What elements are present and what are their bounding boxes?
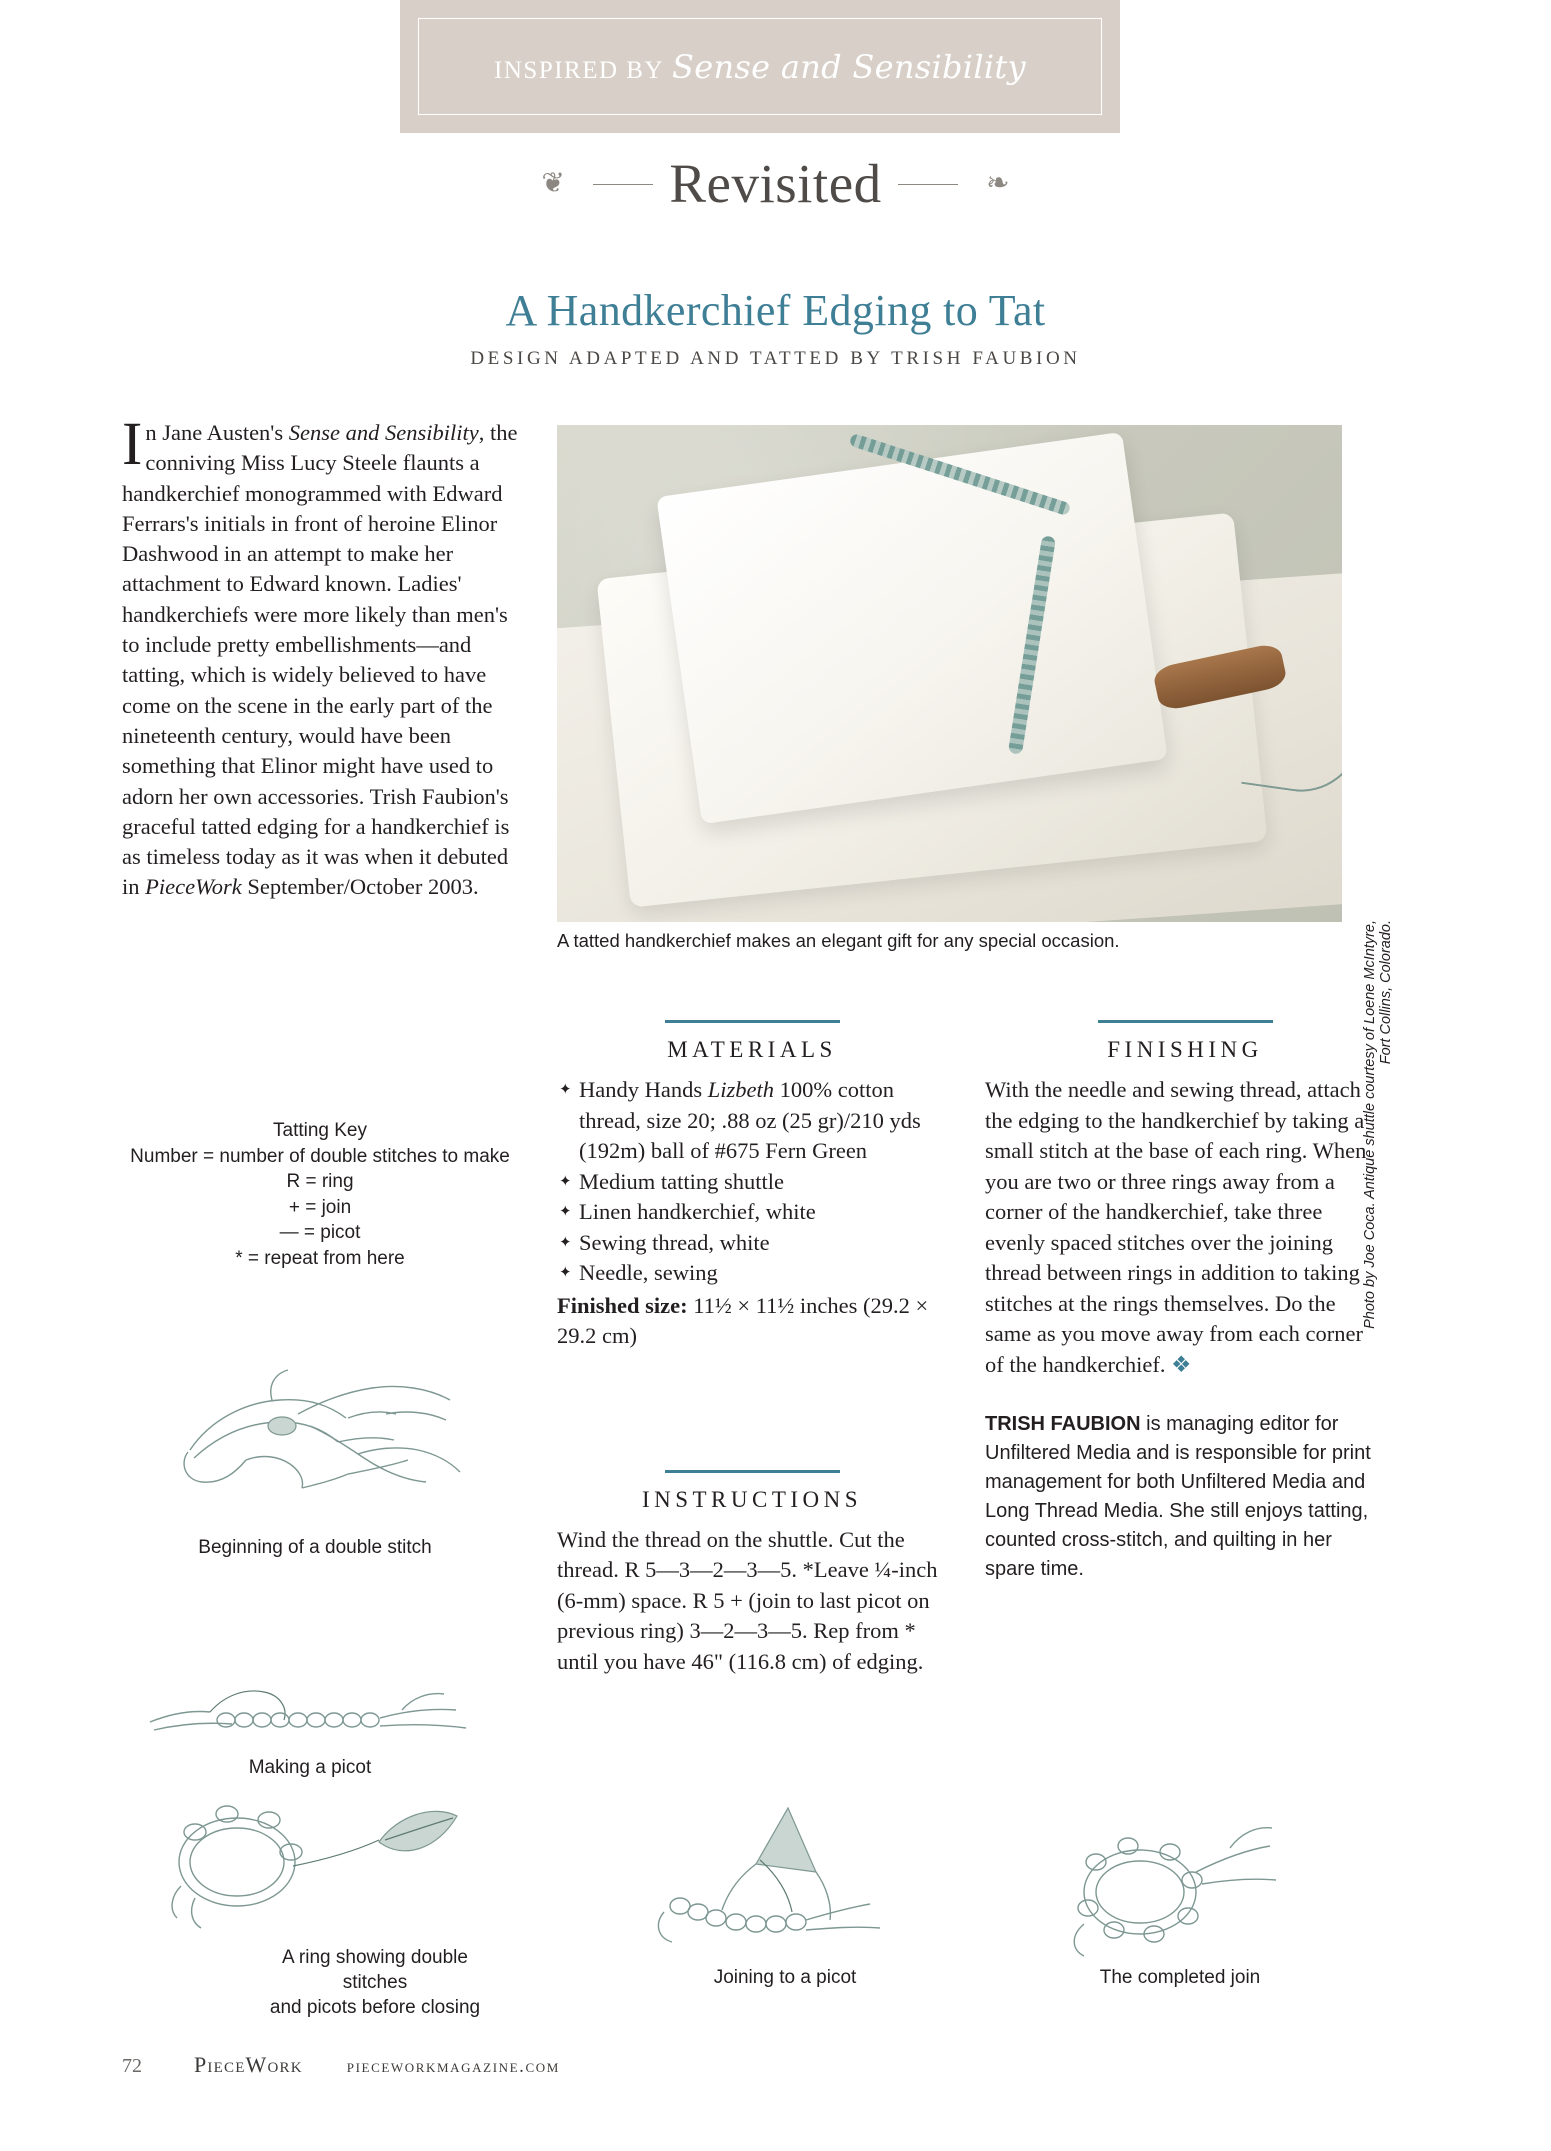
author-name: TRISH FAUBION xyxy=(985,1413,1141,1435)
author-bio xyxy=(985,1410,1385,1584)
photo-thread xyxy=(1241,693,1342,800)
finishing-column xyxy=(985,1020,1385,1604)
hero-photo xyxy=(557,425,1342,922)
photo-credit xyxy=(1362,430,1394,1329)
illustration-3-caption-line-2: and picots before closing xyxy=(269,1997,481,2018)
page-footer xyxy=(122,2052,560,2078)
materials-item: ✦ Medium tatting shuttle xyxy=(557,1167,947,1198)
section-title-row xyxy=(0,152,1551,222)
materials-heading: MATERIALS xyxy=(667,1037,837,1062)
materials-rule xyxy=(665,1020,840,1023)
leaf-ornament-left-icon: ❦ xyxy=(535,164,665,204)
article-byline: DESIGN ADAPTED AND TATTED BY TRISH FAUBION xyxy=(470,348,1081,369)
photo-caption: A tatted handkerchief makes an elegant gift for any special occasion. xyxy=(557,930,1120,951)
materials-item: ✦ Linen handkerchief, white xyxy=(557,1197,947,1228)
tatting-key-line-0: Number = number of double stitches to make xyxy=(130,1145,510,1167)
author-bio-text: is managing editor for Unfiltered Media and is responsible for print management for both Unfiltered Media and Long Thread Media. She still enjoys tatting, counted cross-stitch, and quilting in her spare time. xyxy=(985,1413,1371,1580)
photo-credit-line-2: Fort Collins, Colorado. xyxy=(1378,920,1394,1065)
finishing-rule xyxy=(1098,1020,1273,1023)
photo-handkerchief xyxy=(656,432,1167,824)
section-title: Revisited xyxy=(669,153,882,214)
illustration-4-caption: Joining to a picot xyxy=(713,1967,857,1988)
photo-credit-line-1: Photo by Joe Coca. Antique shuttle courtesy of Loene McIntyre, xyxy=(1362,920,1378,1329)
materials-column xyxy=(557,1020,947,1677)
instructions-block xyxy=(557,1470,947,1678)
illustration-1-caption: Beginning of a double stitch xyxy=(198,1537,432,1558)
illustration-joining-to-a-picot xyxy=(640,1800,930,1990)
materials-item: ✦ Sewing thread, white xyxy=(557,1228,947,1259)
illustration-completed-join xyxy=(1030,1800,1330,1990)
end-mark-icon: ❖ xyxy=(1171,1351,1192,1377)
instructions-heading: INSTRUCTIONS xyxy=(641,1486,863,1512)
tatting-key-line-1: R = ring xyxy=(286,1171,354,1192)
making-a-picot-icon xyxy=(140,1670,480,1750)
ring-showing-double-stitches-icon xyxy=(165,1790,495,1940)
page-number: 72 xyxy=(122,2055,142,2077)
intro-body-text xyxy=(122,411,522,903)
banner-text xyxy=(419,48,1101,86)
joining-to-a-picot-icon xyxy=(640,1800,930,1960)
the-completed-join-icon xyxy=(1030,1800,1330,1960)
materials-item: ✦ Needle, sewing xyxy=(557,1258,947,1289)
finishing-body: With the needle and sewing thread, attach the edging to the handkerchief by taking a small stitch at the base of each ring. When you are two or three rings away from a corner of the handkerchief, take three evenly spaced stitches over the joining thread between rings in addition to taking stitches at the rings themselves. Do the same as you move away from each corner of the handkerchief. xyxy=(985,1077,1367,1377)
tatting-key-line-2: + = join xyxy=(288,1196,352,1218)
finished-size-value: 11½ × 11½ inches (29.2 × 29.2 cm) xyxy=(557,1292,929,1348)
illustration-3-caption-line-1: A ring showing double stitches xyxy=(282,1947,468,1993)
leaf-ornament-right-icon: ❧ xyxy=(886,164,1016,204)
beginning-of-a-double-stitch-icon xyxy=(150,1330,480,1530)
instructions-text: Wind the thread on the shuttle. Cut the thread. R 5—3—2—3—5. *Leave ¼-inch (6-mm) space. R 5 + (join to last picot on previous ring) 3—2—3—5. Rep from * until you have 46" (116.8 cm) of edging. xyxy=(557,1526,938,1674)
magazine-name: PieceWork xyxy=(194,2052,303,2077)
magazine-url[interactable]: pieceworkmagazine.com xyxy=(346,2056,560,2077)
tatting-key-line-3: — = picot xyxy=(279,1222,361,1243)
illustration-beginning-double-stitch xyxy=(150,1330,480,1560)
illustration-5-caption: The completed join xyxy=(1099,1967,1261,1988)
illustration-2-caption: Making a picot xyxy=(248,1757,372,1778)
finished-size-label: Finished size: xyxy=(557,1292,688,1318)
intro-paragraph: n Jane Austen's Sense and Sensibility, the conniving Miss Lucy Steele flaunts a handkerchief monogrammed with Edward Ferrars's initials in front of heroine Elinor Dashwood in an attempt to make her attachment to Edward known. Ladies' handkerchiefs were more likely than men's to include pretty embellishments—and tatting, which is widely believed to have come on the scene in the early part of the nineteenth century, would have been something that Elinor might have used to adorn her own accessories. Trish Faubion's graceful tatted edging for a handkerchief is as timeless today as it was when it debuted in PieceWork September/October 2003. xyxy=(122,420,518,900)
materials-list xyxy=(557,1075,947,1289)
tatting-key-heading: Tatting Key xyxy=(273,1120,367,1141)
illustration-making-a-picot xyxy=(140,1670,480,1780)
materials-item: ✦ Handy Hands Lizbeth 100% cotton thread, size 20; .88 oz (25 gr)/210 yds (192m) ball of #675 Fern Green xyxy=(557,1075,947,1167)
tatting-key xyxy=(110,1118,530,1271)
finishing-text xyxy=(985,1075,1385,1380)
finishing-heading: FINISHING xyxy=(1107,1037,1263,1062)
tatting-key-line-4: * = repeat from here xyxy=(235,1247,405,1269)
drop-cap: I xyxy=(122,411,143,478)
banner-inner-border xyxy=(418,18,1102,115)
finished-size xyxy=(557,1291,947,1352)
instructions-rule xyxy=(665,1470,840,1473)
banner-title: Sense and Sensibility xyxy=(672,47,1026,86)
banner-prefix: INSPIRED BY xyxy=(494,56,665,84)
illustration-ring-showing-stitches xyxy=(165,1790,495,2020)
article-headline: A Handkerchief Edging to Tat xyxy=(505,286,1046,335)
inspired-by-banner xyxy=(400,0,1120,133)
